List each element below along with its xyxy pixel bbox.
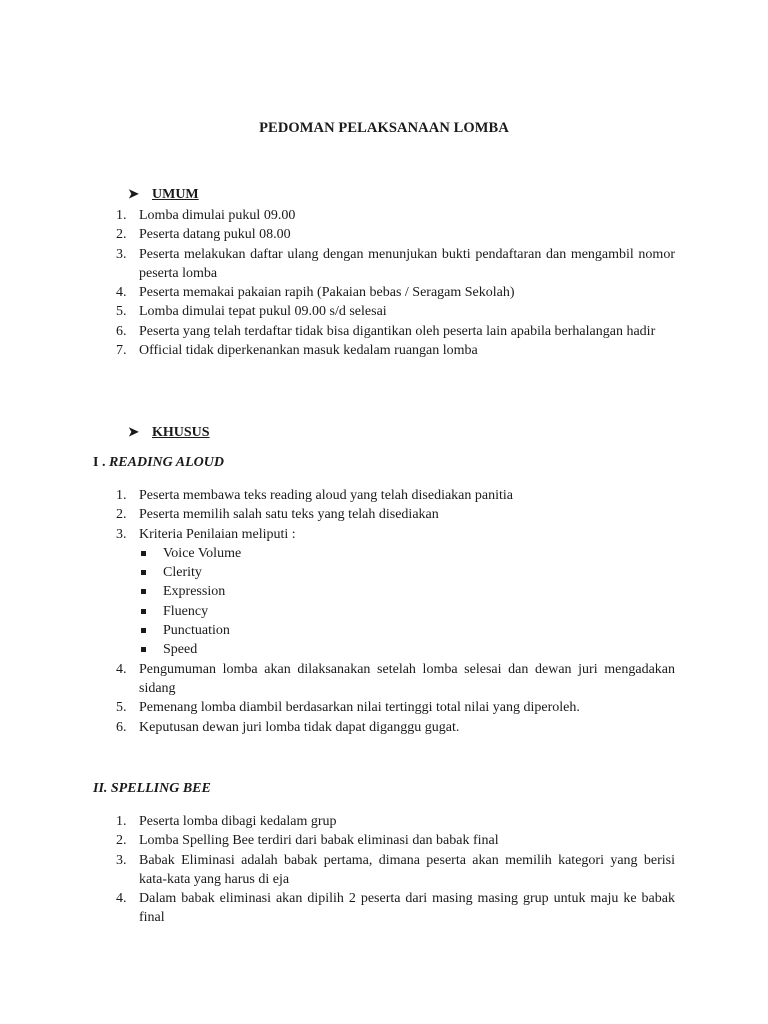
list-item: 3. Kriteria Penilaian meliputi : Voice Volume Clerity Expression Fluency Punctuation Speed <box>100 525 675 660</box>
criteria-list <box>139 544 675 660</box>
criteria-item: Expression <box>139 582 675 601</box>
list-item: 4. Dalam babak eliminasi akan dipilih 2 peserta dari masing masing grup untuk maju ke babak final <box>116 891 675 926</box>
list-item: 1. Lomba dimulai pukul 09.00 <box>116 208 296 223</box>
list-item: 1. Peserta lomba dibagi kedalam grup <box>116 814 337 829</box>
spelling-bee-list <box>100 812 675 928</box>
list-item: 5. Lomba dimulai tepat pukul 09.00 s/d selesai <box>116 304 387 320</box>
list-item: 5. Pemenang lomba diambil berdasarkan nilai tertinggi total nilai yang diperoleh. <box>116 700 580 716</box>
reading-aloud-heading: I . READING ALOUD <box>93 455 224 470</box>
list-item: 3. Peserta melakukan daftar ulang dengan menunjukan bukti pendaftaran dan mengambil nomor peserta lomba <box>116 246 675 281</box>
arrow-bullet-icon: ➤ <box>128 186 139 201</box>
list-item: 1. Peserta membawa teks reading aloud yang telah disediakan panitia <box>116 488 513 503</box>
criteria-item: Punctuation <box>139 621 675 640</box>
spelling-bee-heading: II. SPELLING BEE <box>93 781 211 796</box>
criteria-item: Clerity <box>139 563 675 582</box>
list-item: 7. Official tidak diperkenankan masuk kedalam ruangan lomba <box>116 343 478 359</box>
section-umum-heading: ➤ UMUM <box>128 186 199 202</box>
reading-aloud-list <box>100 486 675 737</box>
page-title: PEDOMAN PELAKSANAAN LOMBA <box>259 120 509 136</box>
list-item: 6. Peserta yang telah terdaftar tidak bisa digantikan oleh peserta lain apabila berhalangan hadir <box>116 323 656 339</box>
arrow-bullet-icon: ➤ <box>128 424 139 439</box>
list-item: 4. Peserta memakai pakaian rapih (Pakaian bebas / Seragam Sekolah) <box>116 285 515 301</box>
list-item: 3. Babak Eliminasi adalah babak pertama, dimana peserta akan memilih kategori yang berisi kata-kata yang harus di eja <box>116 852 675 887</box>
section-khusus-heading: ➤ KHUSUS <box>128 424 210 440</box>
criteria-item: Speed <box>139 640 675 659</box>
umum-list <box>100 206 675 360</box>
criteria-item: Voice Volume <box>139 544 675 563</box>
list-item: 4. Pengumuman lomba akan dilaksanakan setelah lomba selesai dan dewan juri mengadakan sidang <box>116 661 675 696</box>
list-item: 2. Peserta memilih salah satu teks yang telah disediakan <box>116 507 439 523</box>
criteria-item: Fluency <box>139 602 675 621</box>
list-item: 6. Keputusan dewan juri lomba tidak dapat diganggu gugat. <box>116 719 460 735</box>
list-item: 2. Peserta datang pukul 08.00 <box>116 227 291 243</box>
list-item: 2. Lomba Spelling Bee terdiri dari babak eliminasi dan babak final <box>116 833 499 849</box>
